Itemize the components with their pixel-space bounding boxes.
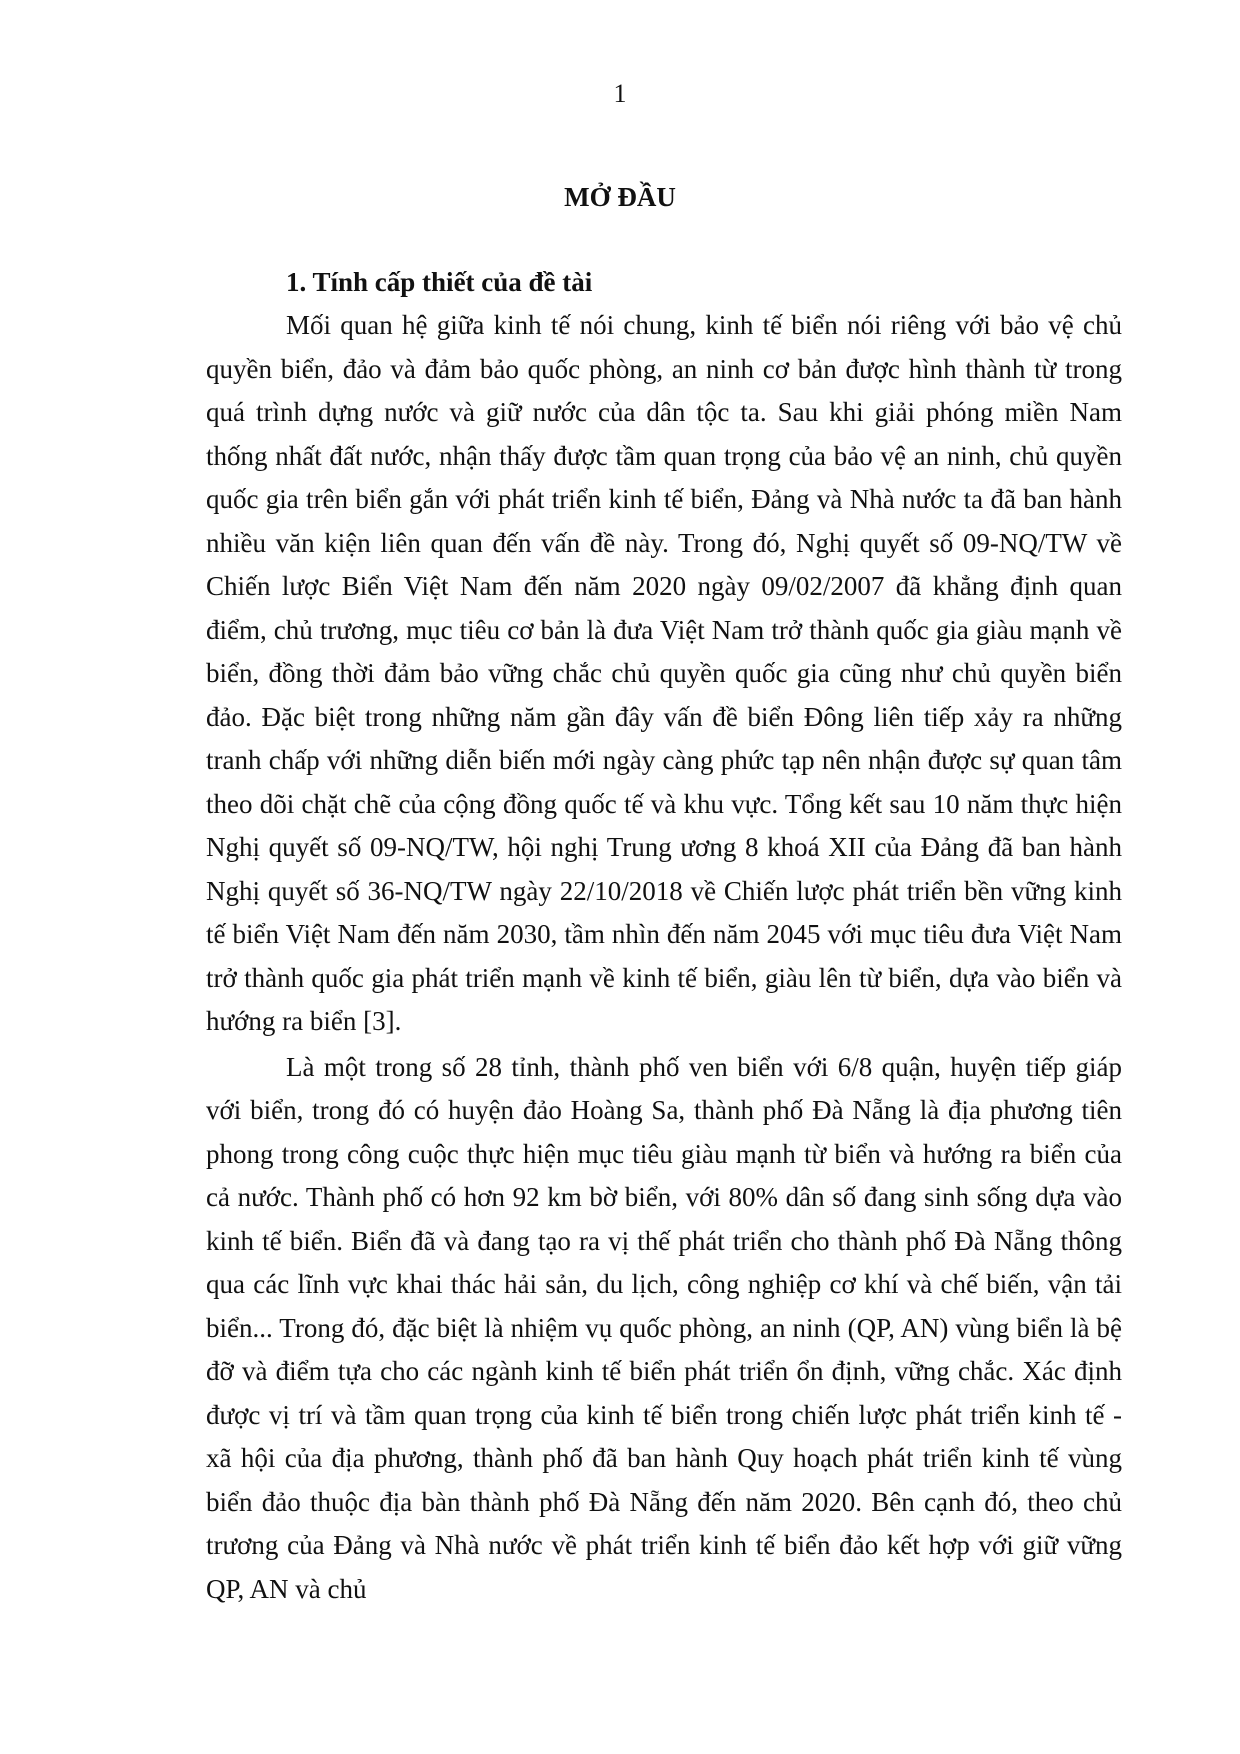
page-number: 1 [613,79,627,108]
chapter-title: MỞ ĐẦU [564,182,676,212]
section-heading: 1. Tính cấp thiết của đề tài [286,267,593,297]
document-body [206,260,1122,1611]
paragraph-2: Là một trong số 28 tỉnh, thành phố ven biển với 6/8 quận, huyện tiếp giáp với biển, trong đó có huyện đảo Hoàng Sa, thành phố Đà Nẵng là địa phương tiên phong trong công cuộc thực hiện mục tiêu giàu mạnh từ biển và hướng ra biển của cả nước. Thành phố có hơn 92 km bờ biển, với 80% dân số đang sinh sống dựa vào kinh tế biển. Biển đã và đang tạo ra vị thế phát triển cho thành phố Đà Nẵng thông qua các lĩnh vực khai thác hải sản, du lịch, công nghiệp cơ khí và chế biến, vận tải biển... Trong đó, đặc biệt là nhiệm vụ quốc phòng, an ninh (QP, AN) vùng biển là bệ đỡ và điểm tựa cho các ngành kinh tế biển phát triển ổn định, vững chắc. Xác định được vị trí và tầm quan trọng của kinh tế biển trong chiến lược phát triển kinh tế - xã hội của địa phương, thành phố đã ban hành Quy hoạch phát triển kinh tế vùng biển đảo thuộc địa bàn thành phố Đà Nẵng đến năm 2020. Bên cạnh đó, theo chủ trương của Đảng và Nhà nước về phát triển kinh tế biển đảo kết hợp với giữ vững QP, AN và chủ [206,1051,1122,1604]
paragraph-1: Mối quan hệ giữa kinh tế nói chung, kinh tế biển nói riêng với bảo vệ chủ quyền biển, đảo và đảm bảo quốc phòng, an ninh cơ bản được hình thành từ trong quá trình dựng nước và giữ nước của dân tộc ta. Sau khi giải phóng miền Nam thống nhất đất nước, nhận thấy được tầm quan trọng của bảo vệ an ninh, chủ quyền quốc gia trên biển gắn với phát triển kinh tế biển, Đảng và Nhà nước ta đã ban hành nhiều văn kiện liên quan đến vấn đề này. Trong đó, Nghị quyết số 09-NQ/TW về Chiến lược Biển Việt Nam đến năm 2020 ngày 09/02/2007 đã khẳng định quan điểm, chủ trương, mục tiêu cơ bản là đưa Việt Nam trở thành quốc gia giàu mạnh về biển, đồng thời đảm bảo vững chắc chủ quyền quốc gia cũng như chủ quyền biển đảo. Đặc biệt trong những năm gần đây vấn đề biển Đông liên tiếp xảy ra những tranh chấp với những diễn biến mới ngày càng phức tạp nên nhận được sự quan tâm theo dõi chặt chẽ của cộng đồng quốc tế và khu vực. Tổng kết sau 10 năm thực hiện Nghị quyết số 09-NQ/TW, hội nghị Trung ương 8 khoá XII của Đảng đã ban hành Nghị quyết số 36-NQ/TW ngày 22/10/2018 về Chiến lược phát triển bền vững kinh tế biển Việt Nam đến năm 2030, tầm nhìn đến năm 2045 với mục tiêu đưa Việt Nam trở thành quốc gia phát triển mạnh về kinh tế biển, giàu lên từ biển, dựa vào biển và hướng ra biển [3]. [206,310,1122,1036]
